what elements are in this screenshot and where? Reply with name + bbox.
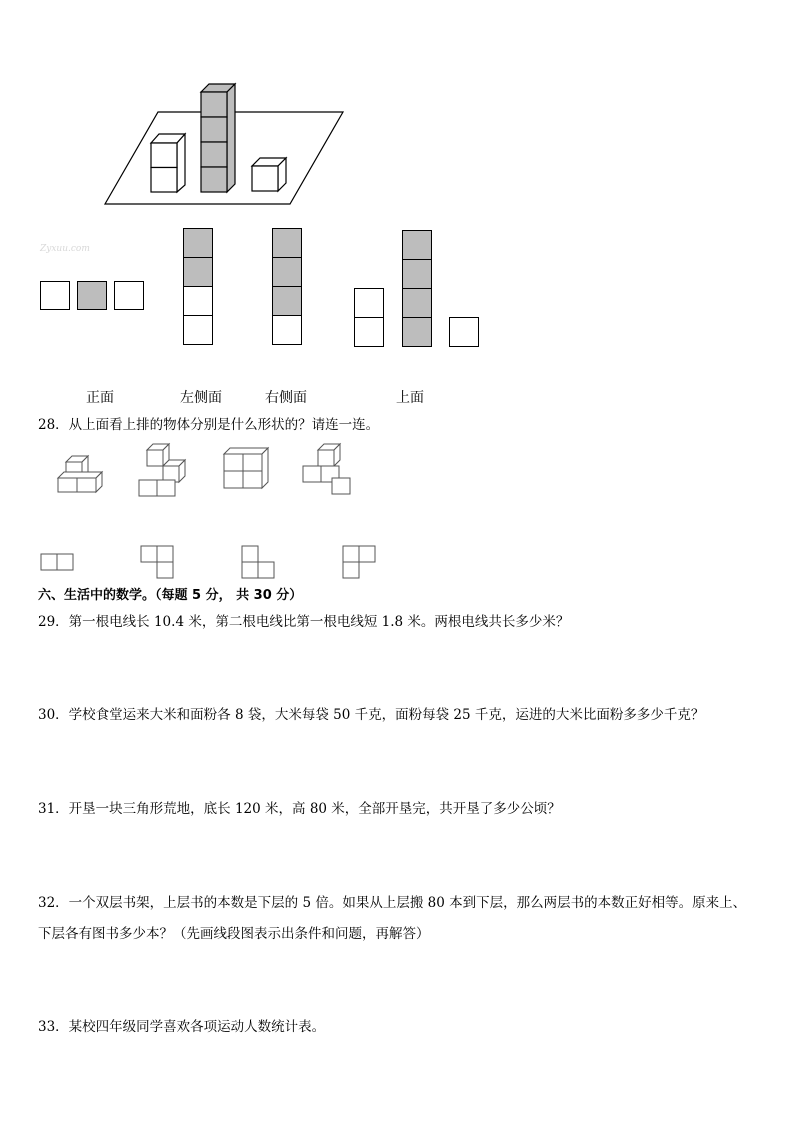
view-square — [354, 288, 384, 318]
question-32-line-2: 下层各有图书多少本？（先画线段图表示出条件和问题，再解答） — [38, 926, 430, 942]
section-6-heading: 六、生活中的数学。（每题 5 分， 共 30 分） — [38, 588, 303, 603]
single-cube — [252, 158, 286, 191]
view-square — [272, 286, 302, 316]
view-square — [272, 315, 302, 345]
view-square — [354, 317, 384, 347]
view-square — [40, 281, 70, 310]
q28-top-views — [0, 540, 794, 590]
question-33: 33．某校四年级同学喜欢各项运动人数统计表。 — [38, 1019, 326, 1035]
watermark: Zyxuu.com — [40, 244, 90, 254]
cube-arrangement-figure — [0, 0, 794, 220]
question-32-line-1: 32．一个双层书架，上层书的本数是下层的 5 倍。如果从上层搬 80 本到下层，那么两层书的本数正好相等。原来上、 — [38, 895, 747, 911]
q28-object-2 — [139, 444, 185, 496]
question-28: 28．从上面看上排的物体分别是什么形状的？请连一连。 — [38, 417, 380, 433]
view-label-right: 右侧面 — [265, 390, 307, 406]
view-square — [183, 228, 213, 258]
q28-top-view-1 — [41, 554, 73, 570]
view-square — [183, 257, 213, 287]
q28-3d-objects — [0, 440, 794, 520]
question-31: 31．开垦一块三角形荒地，底长 120 米，高 80 米，全部开垦完，共开垦了多少公顷？ — [38, 801, 561, 817]
q28-object-1 — [58, 456, 102, 492]
q28-top-view-3 — [242, 546, 274, 578]
view-square — [402, 317, 432, 347]
left-cube-stack — [151, 134, 185, 192]
q28-object-3 — [224, 448, 268, 488]
question-29: 29．第一根电线长 10.4 米，第二根电线比第一根电线短 1.8 米。两根电线共长多少米？ — [38, 614, 570, 630]
view-label-top: 上面 — [396, 390, 424, 406]
q28-top-view-4 — [343, 546, 375, 578]
view-square — [183, 286, 213, 316]
view-square — [449, 317, 479, 347]
view-square — [183, 315, 213, 345]
view-square — [402, 230, 432, 260]
q28-object-4 — [303, 444, 350, 494]
view-square — [77, 281, 107, 310]
q28-top-view-2 — [141, 546, 173, 578]
view-square — [402, 259, 432, 289]
view-label-left: 左侧面 — [180, 390, 222, 406]
view-square — [272, 257, 302, 287]
view-square — [272, 228, 302, 258]
view-square — [402, 288, 432, 318]
tall-cube-stack — [201, 84, 235, 192]
view-label-front: 正面 — [86, 390, 114, 406]
question-30: 30．学校食堂运来大米和面粉各 8 袋，大米每袋 50 千克，面粉每袋 25 千克，运进的大米比面粉多多少千克？ — [38, 707, 705, 723]
view-square — [114, 281, 144, 310]
